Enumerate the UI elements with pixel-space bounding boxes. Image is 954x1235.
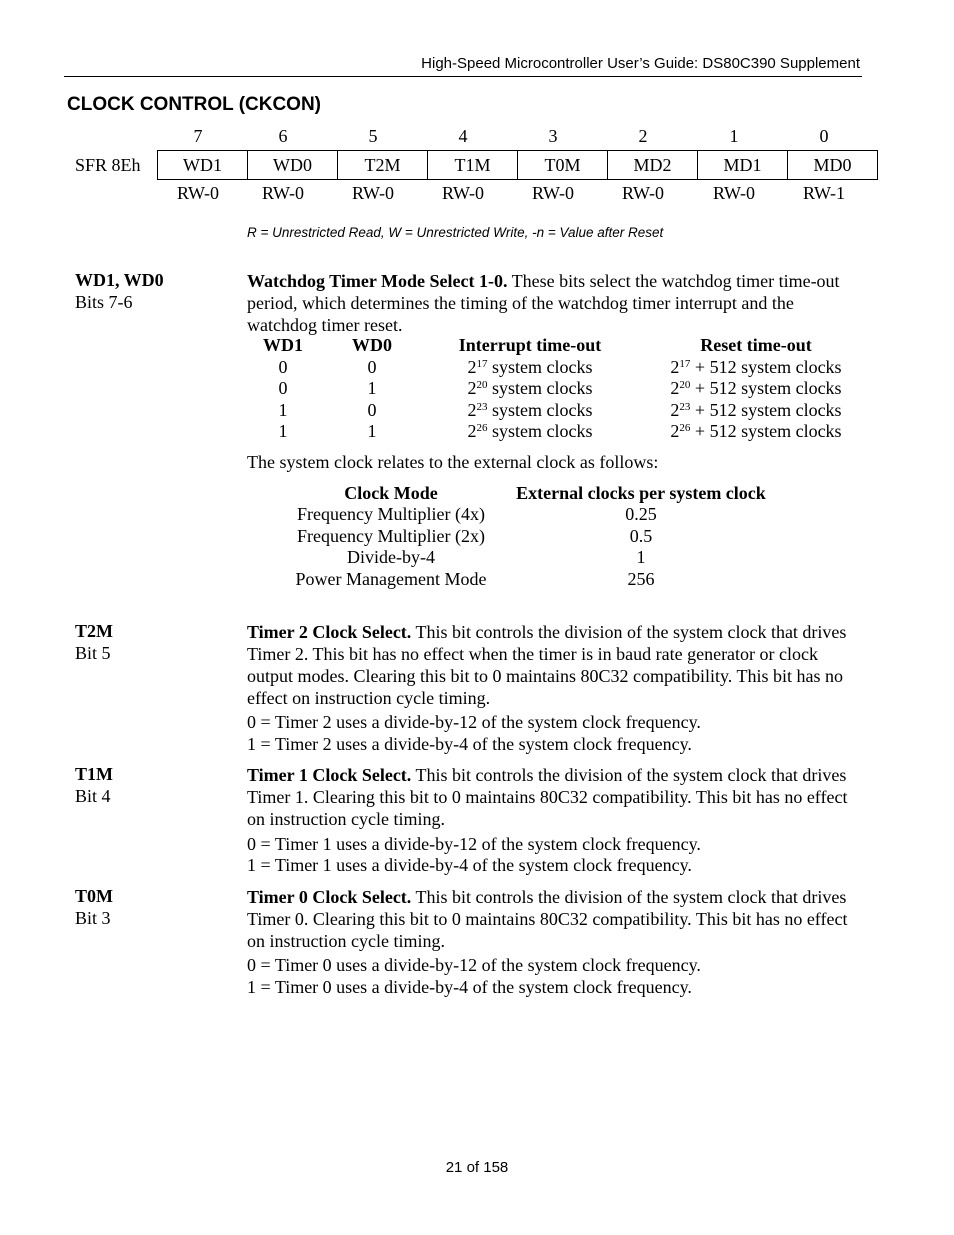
clock-mode-cell: Power Management Mode bbox=[295, 569, 487, 589]
field-bits-t1m: Bit 4 bbox=[75, 786, 111, 806]
wd-table-cell bbox=[430, 378, 630, 399]
power-exponent: 26 bbox=[476, 422, 488, 434]
field-bits-t0m: Bit 3 bbox=[75, 908, 111, 928]
bit-number: 6 bbox=[278, 126, 288, 146]
field-title-wd: Watchdog Timer Mode Select 1-0. bbox=[247, 271, 508, 291]
power-exponent: 20 bbox=[679, 379, 691, 391]
interrupt-suffix: system clocks bbox=[487, 357, 593, 377]
bit-number: 5 bbox=[368, 126, 378, 146]
power-exponent: 17 bbox=[679, 358, 691, 370]
power-exponent: 26 bbox=[679, 422, 691, 434]
register-bit-cell: WD1 bbox=[158, 151, 248, 179]
register-bit-cell: MD1 bbox=[698, 151, 788, 179]
wd-table-header: Interrupt time-out bbox=[458, 335, 602, 355]
field-description-t1m bbox=[247, 764, 861, 830]
wd-table-cell bbox=[646, 378, 866, 399]
power-base: 2 bbox=[467, 357, 477, 377]
field-description-wd bbox=[247, 270, 861, 336]
power-base: 2 bbox=[670, 400, 680, 420]
bit-access: RW-0 bbox=[441, 183, 484, 203]
wd-table-cell: 1 bbox=[367, 421, 377, 441]
power-base: 2 bbox=[670, 421, 680, 441]
bit-access: RW-0 bbox=[176, 183, 219, 203]
register-legend: R = Unrestricted Read, W = Unrestricted Write, -n = Value after Reset bbox=[247, 225, 664, 240]
wd-table-header: WD0 bbox=[352, 335, 392, 355]
power-exponent: 17 bbox=[476, 358, 488, 370]
power-base: 2 bbox=[670, 357, 680, 377]
section-title: CLOCK CONTROL (CKCON) bbox=[67, 94, 322, 115]
register-bit-cell: WD0 bbox=[248, 151, 338, 179]
wd-table-cell bbox=[430, 357, 630, 378]
power-base: 2 bbox=[467, 421, 477, 441]
interrupt-suffix: system clocks bbox=[487, 400, 593, 420]
wd-table-cell bbox=[646, 357, 866, 378]
field-name-t0m: T0M bbox=[75, 886, 113, 906]
register-bit-cell: MD0 bbox=[813, 155, 852, 175]
field-name-wd: WD1, WD0 bbox=[75, 270, 164, 290]
bit-access: RW-0 bbox=[531, 183, 574, 203]
page-number: 21 of 158 bbox=[445, 1159, 509, 1176]
power-exponent: 23 bbox=[476, 401, 488, 413]
wd-table-cell: 0 bbox=[367, 357, 377, 377]
wd-table-header: Reset time-out bbox=[700, 335, 812, 355]
power-base: 2 bbox=[467, 400, 477, 420]
wd-table-cell: 1 bbox=[367, 378, 377, 398]
wd-table-cell: 0 bbox=[278, 378, 288, 398]
sfr-address-label: SFR 8Eh bbox=[75, 155, 141, 175]
clock-value-cell: 0.5 bbox=[629, 526, 653, 546]
wd-table-cell bbox=[430, 400, 630, 421]
power-base: 2 bbox=[670, 378, 680, 398]
power-exponent: 20 bbox=[476, 379, 488, 391]
reset-suffix: + 512 system clocks bbox=[690, 378, 842, 398]
wd-table-cell: 0 bbox=[278, 357, 288, 377]
option-1-t2m: 1 = Timer 2 uses a divide-by-4 of the system clock frequency. bbox=[247, 734, 692, 754]
register-bit-cell: T2M bbox=[338, 151, 428, 179]
option-0-t0m: 0 = Timer 0 uses a divide-by-12 of the system clock frequency. bbox=[247, 955, 701, 975]
field-text-t0m: This bit controls the division of the system clock that drives Timer 0. Clearing this bit to 0 maintains 80C32 compatibility. This bit has no effect on instruction cycle timing. bbox=[247, 887, 848, 951]
bit-number: 7 bbox=[193, 126, 203, 146]
bit-number: 0 bbox=[819, 126, 829, 146]
field-description-t2m bbox=[247, 621, 861, 709]
wd-table-cell bbox=[430, 421, 630, 442]
register-bit-cell: MD2 bbox=[608, 151, 698, 179]
wd-table-header: WD1 bbox=[263, 335, 303, 355]
clock-relation-text: The system clock relates to the external clock as follows: bbox=[247, 452, 659, 472]
field-text-t2m: This bit controls the division of the system clock that drives Timer 2. This bit has no effect when the timer is in baud rate generator or clock output modes. Clearing this bit to 0 maintains 80C32 compatibility. This bit has no effect on instruction cycle timing. bbox=[247, 622, 847, 708]
reset-suffix: + 512 system clocks bbox=[690, 357, 842, 377]
header-divider bbox=[64, 76, 862, 77]
register-bit-cell: T1M bbox=[428, 151, 518, 179]
bit-number: 2 bbox=[638, 126, 648, 146]
interrupt-suffix: system clocks bbox=[487, 421, 593, 441]
field-bits-t2m: Bit 5 bbox=[75, 643, 111, 663]
clock-table-header: Clock Mode bbox=[344, 483, 438, 503]
bit-access: RW-0 bbox=[261, 183, 304, 203]
wd-table-cell bbox=[646, 421, 866, 442]
bit-number: 1 bbox=[729, 126, 739, 146]
field-description-t0m bbox=[247, 886, 861, 952]
clock-mode-cell: Frequency Multiplier (4x) bbox=[297, 504, 485, 524]
field-text-wd: These bits select the watchdog timer time-out period, which determines the timing of the watchdog timer interrupt and the watchdog timer reset. bbox=[247, 271, 840, 335]
bit-number: 4 bbox=[458, 126, 468, 146]
power-base: 2 bbox=[467, 378, 477, 398]
option-1-t1m: 1 = Timer 1 uses a divide-by-4 of the system clock frequency. bbox=[247, 855, 692, 875]
power-exponent: 23 bbox=[679, 401, 691, 413]
bit-access: RW-0 bbox=[351, 183, 394, 203]
reset-suffix: + 512 system clocks bbox=[690, 400, 842, 420]
field-name-t1m: T1M bbox=[75, 764, 113, 784]
wd-table-cell bbox=[646, 400, 866, 421]
clock-value-cell: 0.25 bbox=[625, 504, 657, 524]
field-bits-wd: Bits 7-6 bbox=[75, 292, 133, 312]
option-1-t0m: 1 = Timer 0 uses a divide-by-4 of the system clock frequency. bbox=[247, 977, 692, 997]
bit-access: RW-1 bbox=[802, 183, 845, 203]
wd-table-cell: 1 bbox=[278, 400, 288, 420]
clock-value-cell: 1 bbox=[636, 547, 646, 567]
reset-suffix: + 512 system clocks bbox=[690, 421, 842, 441]
field-name-t2m: T2M bbox=[75, 621, 113, 641]
field-title-t2m: Timer 2 Clock Select. bbox=[247, 622, 412, 642]
page-header-title: High-Speed Microcontroller User’s Guide: DS80C390 Supplement bbox=[421, 55, 860, 72]
clock-mode-cell: Divide-by-4 bbox=[347, 547, 435, 567]
option-0-t2m: 0 = Timer 2 uses a divide-by-12 of the system clock frequency. bbox=[247, 712, 701, 732]
wd-table-cell: 1 bbox=[278, 421, 288, 441]
bit-number: 3 bbox=[548, 126, 558, 146]
register-bit-row bbox=[157, 150, 878, 180]
bit-access: RW-0 bbox=[712, 183, 755, 203]
clock-mode-cell: Frequency Multiplier (2x) bbox=[297, 526, 485, 546]
clock-table-header: External clocks per system clock bbox=[516, 483, 766, 503]
bit-access: RW-0 bbox=[621, 183, 664, 203]
field-title-t0m: Timer 0 Clock Select. bbox=[247, 887, 412, 907]
wd-table-cell: 0 bbox=[367, 400, 377, 420]
field-title-t1m: Timer 1 Clock Select. bbox=[247, 765, 412, 785]
field-text-t1m: This bit controls the division of the system clock that drives Timer 1. Clearing this bit to 0 maintains 80C32 compatibility. This bit has no effect on instruction cycle timing. bbox=[247, 765, 848, 829]
clock-value-cell: 256 bbox=[627, 569, 655, 589]
option-0-t1m: 0 = Timer 1 uses a divide-by-12 of the system clock frequency. bbox=[247, 834, 701, 854]
interrupt-suffix: system clocks bbox=[487, 378, 593, 398]
register-bit-cell: T0M bbox=[518, 151, 608, 179]
